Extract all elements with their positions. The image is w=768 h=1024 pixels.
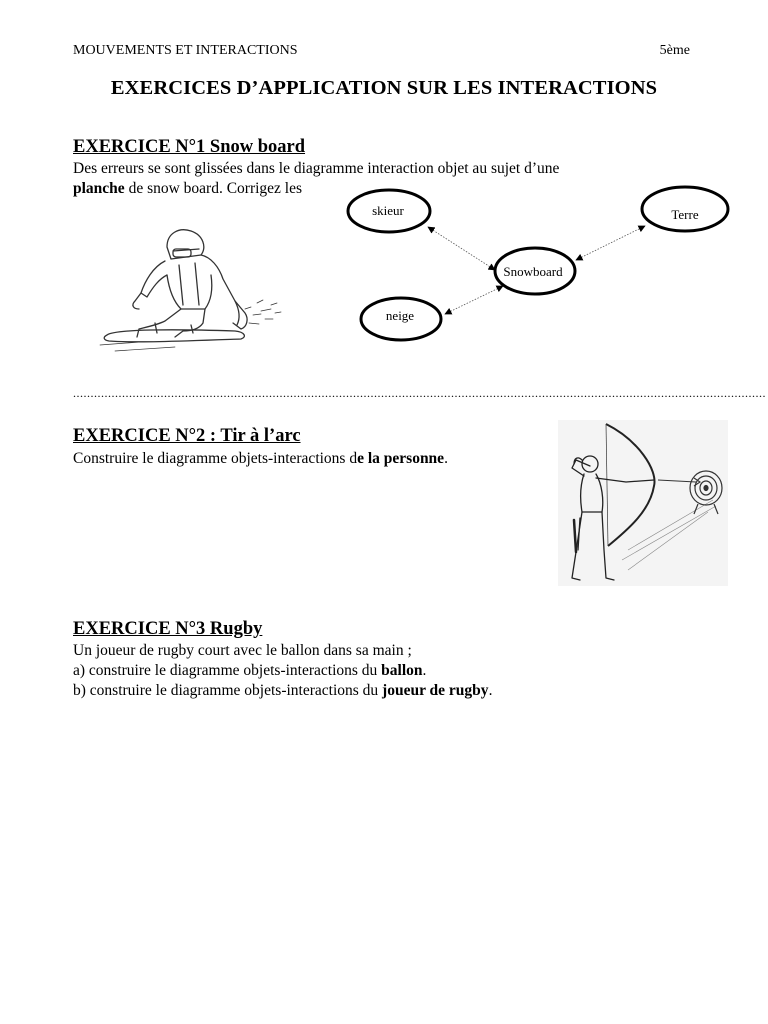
exercise1-line2-rest: de snow board. Corrigez les (124, 180, 303, 197)
exercise1-line1: Des erreurs se sont glissées dans le diagramme interaction objet au sujet d’une (73, 160, 560, 177)
exercise3-line1: Un joueur de rugby court avec le ballon dans sa main ; (73, 642, 412, 659)
node-terre-label: Terre (671, 207, 699, 222)
exercise2-text (73, 449, 448, 469)
exercise1-line2-bold: planche (73, 180, 125, 197)
exercise3-line3-pre: b) construire le diagramme objets-interactions du (73, 682, 383, 699)
node-snowboard (495, 248, 575, 294)
exercise2-title: EXERCICE N°2 : Tir à l’arc (73, 426, 301, 446)
interaction-diagram (340, 180, 740, 350)
node-neige-label: neige (385, 308, 415, 323)
node-snowboard-label: Snowboard (503, 264, 563, 279)
header-level: 5ème (659, 43, 690, 58)
exercise2-text-bold: e la personne (357, 450, 445, 467)
snowboarder-illustration (95, 205, 290, 385)
exercise3-line2-bold: ballon (381, 662, 423, 679)
exercise2-text-pre: Construire le diagramme objets-interactions d (73, 450, 358, 467)
exercise3-text (73, 641, 492, 701)
header-subject: MOUVEMENTS ET INTERACTIONS (73, 43, 298, 58)
node-skieur-label: skieur (372, 203, 404, 218)
exercise3-title: EXERCICE N°3 Rugby (73, 619, 263, 639)
exercise2-text-post: . (444, 450, 448, 467)
exercise3-line2-pre: a) construire le diagramme objets-interactions du (73, 662, 382, 679)
node-skieur (348, 190, 430, 232)
archer-illustration (558, 420, 728, 586)
link-snowboard-terre (576, 226, 645, 260)
link-skieur-snowboard (428, 227, 495, 270)
exercise3-line2-post: . (422, 662, 427, 679)
exercise3-line3-bold: joueur de rugby (382, 682, 489, 699)
link-neige-snowboard (445, 286, 503, 314)
node-neige (361, 298, 441, 340)
page-title: EXERCICES D’APPLICATION SUR LES INTERACTIONS (110, 77, 658, 99)
node-terre (642, 187, 728, 231)
dotted-separator: ...................................................................................................................................................................................................... (73, 386, 766, 400)
exercise3-line3-post: . (488, 682, 493, 699)
exercise1-title: EXERCICE N°1 Snow board (73, 137, 306, 157)
